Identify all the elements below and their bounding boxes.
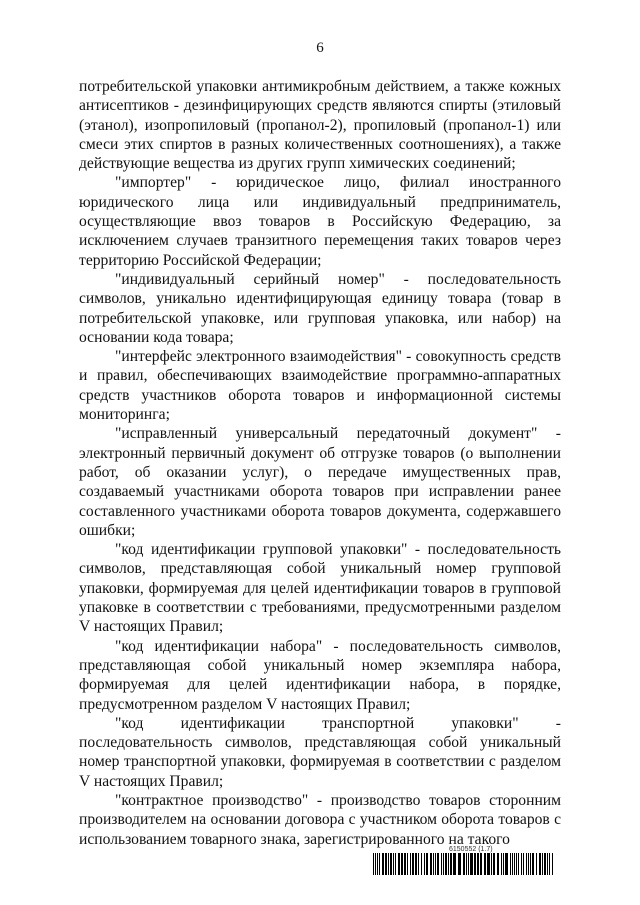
- paragraph-set-code: "код идентификации набора" - последовательность символов, представляющая собой уникальный номер экземпляра набора, формируемая для целей идентификации набора, в порядке, предусмотренном разделом V настоящих Правил;: [79, 637, 561, 713]
- paragraph-antiseptics-continued: потребительской упаковки антимикробным действием, а также кожных антисептиков - дезинфицирующих средств являются спирты (этиловый (этанол), изопропиловый (пропанол-2), пропиловый (пропанол-1) или смеси этих спиртов в разных количественных соотношениях), а также действующие вещества из других групп химических соединений;: [79, 78, 561, 173]
- paragraph-electronic-interface: "интерфейс электронного взаимодействия" - совокупность средств и правил, обеспечивающих взаимодействие программно-аппаратных средств участников оборота товаров и информационной системы мониторинга;: [79, 348, 561, 424]
- paragraph-transport-package-code: "код идентификации транспортной упаковки" - последовательность символов, представляющая собой уникальный номер транспортной упаковки, формируемая в соответствии с разделом V настоящих Правил;: [79, 714, 561, 790]
- page-number: 6: [316, 40, 324, 56]
- barcode-image: [373, 853, 553, 875]
- document-code: 6150552 (1.7): [449, 846, 493, 853]
- paragraph-contract-production: "контрактное производство" - производство товаров сторонним производителем на основании договора с участником оборота товаров с использованием товарного знака, зарегистрированного на такого: [79, 791, 561, 848]
- document-body: [79, 77, 561, 849]
- paragraph-importer: "импортер" - юридическое лицо, филиал иностранного юридического лица или индивидуальный предприниматель, осуществляющие ввоз товаров в Российскую Федерацию, за исключением случаев транзитного перемещения таких товаров через территорию Российской Федерации;: [79, 174, 561, 269]
- paragraph-group-package-code: "код идентификации групповой упаковки" - последовательность символов, представляющая собой уникальный номер групповой упаковки, формируемая для целей идентификации товаров в групповой упаковке в соответствии с требованиями, предусмотренными разделом V настоящих Правил;: [79, 541, 561, 636]
- paragraph-corrected-transfer-document: "исправленный универсальный передаточный документ" - электронный первичный документ об отгрузке товаров (о выполнении работ, об оказании услуг), о передаче имущественных прав, создаваемый участниками оборота товаров при исправлении ранее составленного участниками оборота товаров документа, содержавшего ошибки;: [79, 425, 561, 539]
- paragraph-individual-serial-number: "индивидуальный серийный номер" - последовательность символов, уникально идентифицирующая единицу товара (товар в потребительской упаковке, или групповая упаковка, или набор) на основании кода товара;: [79, 270, 561, 346]
